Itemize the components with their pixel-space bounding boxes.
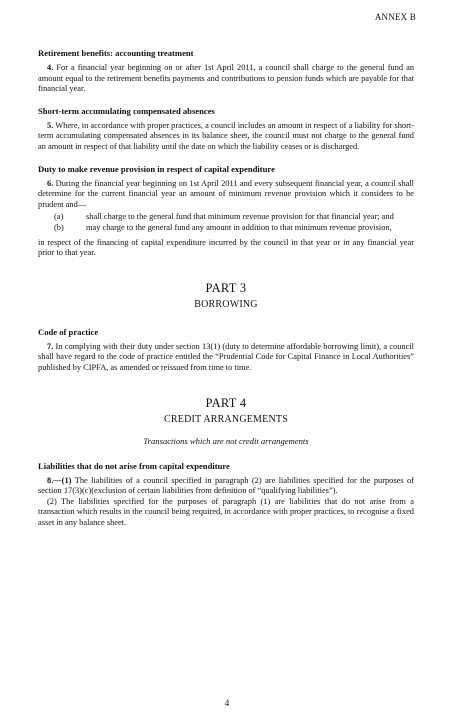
paragraph-number: 6.: [47, 178, 54, 188]
paragraph-number: 4.: [47, 63, 54, 72]
document-body: [38, 48, 414, 528]
paragraph-6: [38, 179, 414, 211]
paragraph-4: [38, 63, 414, 95]
paragraph-number: 5.: [47, 120, 54, 130]
paragraph-text: For a financial year beginning on or after 1st April 2011, a council shall charge to the general fund an amount equal to the retirement benefits payments and contributions to pension funds which are payable for that financial year.: [38, 63, 415, 94]
list-item: [38, 223, 414, 234]
paragraph-text: Where, in accordance with proper practices, a council includes an amount in respect of a liability for short-term accumulating compensated absences in its balance sheet, the council must not charge to the general fund an amount in respect of that liability until the date on which the liability ceases or is discharged.: [38, 120, 414, 151]
part-3-title: PART 3: [205, 280, 247, 295]
list-item-text: may charge to the general fund any amount in addition to that minimum revenue provision,: [86, 222, 392, 232]
heading-liabilities: Liabilities that do not arise from capital expenditure: [38, 460, 230, 471]
paragraph-text: In complying with their duty under section 13(1) (duty to determine affordable borrowing limit), a council shall have regard to the code of practice entitled the “Prudential Code for Capital Finance in Local Authorities” published by CIPFA, as amended or reissued from time to time.: [38, 341, 414, 372]
list-item: [38, 212, 414, 223]
paragraph-text: During the financial year beginning on 1st April 2011 and every subsequent financial year, a council shall determine for the current financial year an amount of minimum revenue provision which it considers to be prudent and—: [38, 178, 415, 209]
annex-label: ANNEX B: [374, 12, 416, 22]
paragraph-text: The liabilities of a council specified in paragraph (2) are liabilities specified for the purposes of section 17(3)(c)(exclusion of certain liabilities from definition of “qualifying liabilities”).: [38, 475, 414, 496]
part-4-subtitle: CREDIT ARRANGEMENTS: [164, 413, 288, 425]
paragraph-5: [38, 121, 414, 153]
list-item-text: shall charge to the general fund that minimum revenue provision for that financial year; and: [86, 212, 394, 222]
heading-retirement-benefits: Retirement benefits: accounting treatment: [38, 48, 194, 58]
paragraph-number: 8.—(1): [47, 475, 72, 485]
paragraph-number: 7.: [47, 341, 54, 351]
part-4-title: PART 4: [205, 395, 247, 410]
heading-compensated-absences: Short-term accumulating compensated absences: [38, 105, 215, 116]
paragraph-6-continuation: in respect of the financing of capital expenditure incurred by the council in that year or in any financial year prior to that year.: [38, 237, 414, 258]
paragraph-8-2: (2) The liabilities specified for the purposes of paragraph (1) are liabilities that do not arise from a transaction which results in the council being required, in accordance with proper practices, to recognise a fixed asset in any balance sheet.: [38, 496, 414, 527]
heading-code-of-practice: Code of practice: [38, 326, 99, 337]
paragraph-7: [38, 342, 414, 374]
italic-subheading: Transactions which are not credit arrangements: [143, 435, 309, 446]
list-item-label: (a): [54, 212, 64, 222]
list-item-label: (b): [54, 222, 64, 232]
page-number: 4: [224, 698, 230, 708]
provision-list: [38, 212, 414, 233]
paragraph-8-1: [38, 476, 414, 497]
part-3-subtitle: BORROWING: [194, 298, 258, 310]
heading-revenue-provision: Duty to make revenue provision in respect of capital expenditure: [38, 163, 275, 174]
